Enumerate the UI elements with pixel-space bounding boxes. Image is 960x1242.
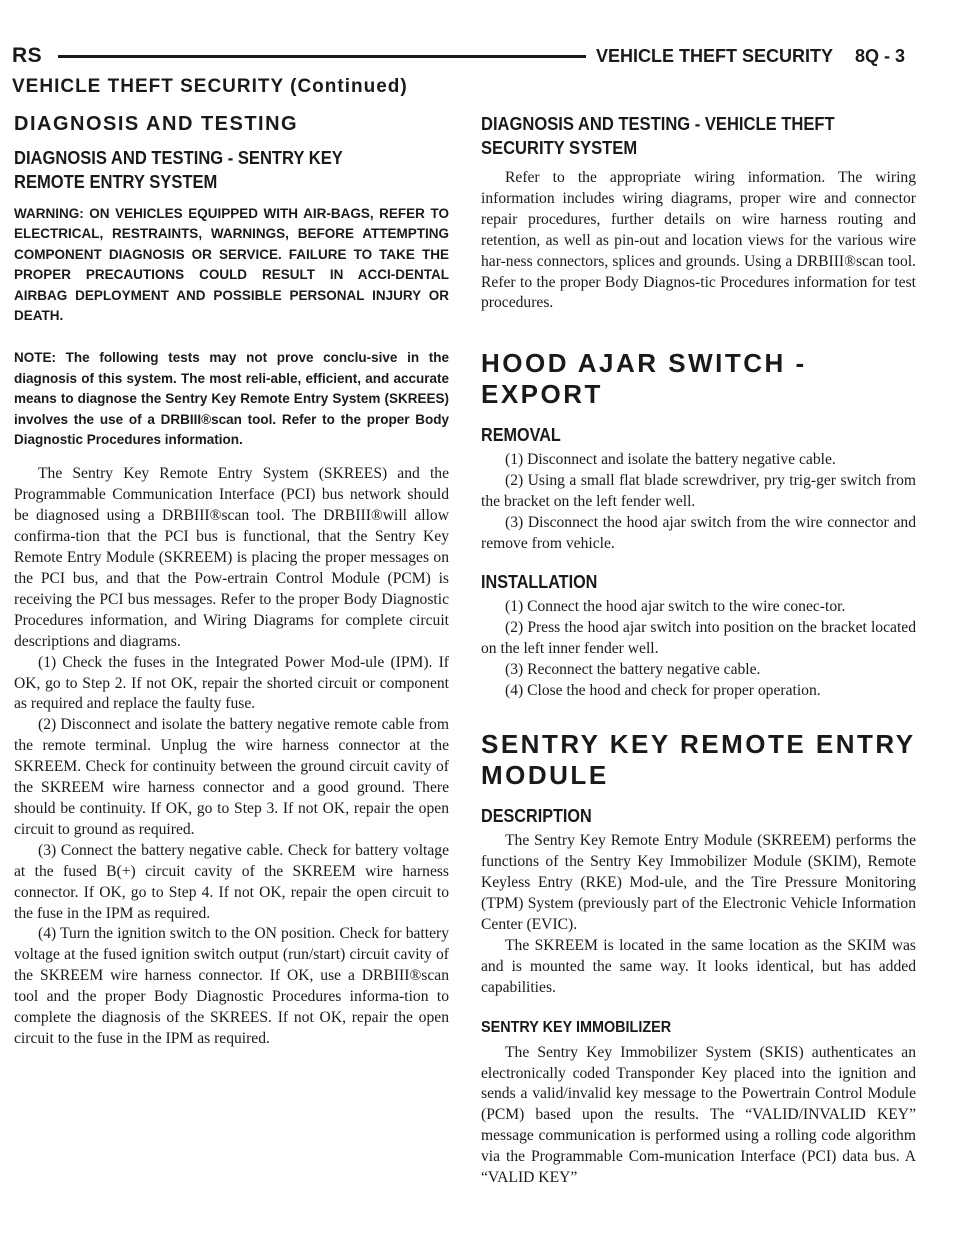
warning-text: WARNING: ON VEHICLES EQUIPPED WITH AIR-BAGS, REFER TO ELECTRICAL, RESTRAINTS, WARNINGS, BEFORE ATTEMPTING COMPONENT DIAGNOSIS OR SERVICE. FAILURE TO TAKE THE PROPER PRECAUTIONS COULD RESULT IN ACCI-DENTAL AIRBAG DEPLOYMENT AND POSSIBLE PERSONAL INJURY OR DEATH.	[14, 206, 449, 324]
description-paragraph-2: The SKREEM is located in the same location as the SKIM was and is mounted the same way. It looks identical, but has added capabilities.	[481, 936, 916, 996]
left-column	[14, 108, 449, 1050]
paragraph: The Sentry Key Remote Entry System (SKREES) and the Programmable Communication Interface (PCI) bus network should be diagnosed using a DRBIII®scan tool. The DRBIII®will allow confirma-tion that the PCI bus is functional, that the Sentry Key Remote Entry Module (SKREEM) is placing the proper messages on the PCI bus, and that the Pow-ertrain Control Module (PCM) is receiving the PCI bus messages. Refer to the proper Body Diagnostic Procedures information, and Wiring Diagrams for complete circuit descriptions and diagrams.	[14, 465, 449, 650]
heading-hood-ajar: HOOD AJAR SWITCH - EXPORT	[481, 348, 807, 410]
heading-skreem: SENTRY KEY REMOTE ENTRY MODULE	[481, 729, 916, 791]
removal-step-2: (2) Using a small flat blade screwdriver, pry trig-ger switch from the bracket on the left fender well.	[481, 472, 916, 511]
right-column	[481, 108, 916, 1189]
heading-installation: INSTALLATION	[481, 571, 598, 592]
header-page-number: 8Q - 3	[855, 46, 906, 66]
continued-title: VEHICLE THEFT SECURITY (Continued)	[12, 76, 408, 97]
header-section	[596, 46, 905, 67]
step-2: (2) Disconnect and isolate the battery negative remote cable from the remote terminal. Unplug the wire harness connector at the SKREEM. Check for continuity between the ground circuit cavity of the SKREEM wire harness connector and a good ground. There should be continuity. If OK, go to Step 3. If not OK, repair the open circuit to ground as required.	[14, 716, 449, 838]
installation-step-3: (3) Reconnect the battery negative cable.	[505, 660, 761, 678]
heading-vts-diagnosis: DIAGNOSIS AND TESTING - VEHICLE THEFT SECURITY SYSTEM	[481, 114, 835, 158]
heading-removal: REMOVAL	[481, 425, 561, 446]
step-1: (1) Check the fuses in the Integrated Power Mod-ule (IPM). If OK, go to Step 2. If not OK, repair the shorted circuit or component as required and replace the faulty fuse.	[14, 653, 449, 713]
installation-step-2: (2) Press the hood ajar switch into position on the bracket located on the left inner fender well.	[481, 618, 916, 657]
heading-description: DESCRIPTION	[481, 806, 592, 827]
note-text: NOTE: The following tests may not prove conclu-sive in the diagnosis of this system. The most reli-able, efficient, and accurate means to diagnose the Sentry Key Remote Entry System (SKREES) involves the use of a DRBIII®scan tool. Refer to the proper Body Diagnostic Procedures information.	[14, 350, 449, 448]
step-3: (3) Connect the battery negative cable. Check for battery voltage at the fused B(+) circuit cavity of the SKREEM wire harness connector. If OK, go to Step 4. If not OK, repair the open circuit to the fuse in the IPM as required.	[14, 841, 449, 922]
installation-step-4: (4) Close the hood and check for proper operation.	[505, 681, 821, 699]
heading-diagnosis: DIAGNOSIS AND TESTING	[14, 113, 299, 135]
header-rule	[58, 55, 586, 58]
header-section-title: VEHICLE THEFT SECURITY	[596, 46, 834, 66]
heading-immobilizer: SENTRY KEY IMMOBILIZER	[481, 1018, 672, 1036]
removal-step-3: (3) Disconnect the hood ajar switch from the wire connector and remove from vehicle.	[481, 514, 916, 552]
heading-sentry-key: DIAGNOSIS AND TESTING - SENTRY KEY REMOTE ENTRY SYSTEM	[14, 148, 343, 192]
vts-paragraph: Refer to the appropriate wiring information. The wiring information includes wiring diagrams, proper wire and connector repair procedures, further details on wire harness routing and retention, as well as pin-out and location views for the various wire har-ness connectors, splices and grounds. Using a DRBIII®scan tool. Refer to the proper Body Diagnos-tic Procedures information for test procedures.	[481, 169, 916, 312]
installation-step-1: (1) Connect the hood ajar switch to the wire conec-tor.	[505, 597, 846, 615]
immobilizer-paragraph: The Sentry Key Immobilizer System (SKIS) authenticates an electronically coded Transponder Key placed into the ignition and sends a valid/invalid key message to the Powertrain Control Module (PCM) based upon the results. The “VALID/INVALID KEY” message communication is performed using a rolling code algorithm via the Programmable Com-munication Interface (PCI) data bus. A “VALID KEY”	[481, 1043, 916, 1187]
header-model-code: RS	[12, 44, 43, 67]
removal-step-1: (1) Disconnect and isolate the battery negative cable.	[505, 451, 836, 469]
step-4: (4) Turn the ignition switch to the ON position. Check for battery voltage at the fused ignition switch output (run/start) circuit cavity of the SKREEM wire harness connector. If OK, use a DRBIII®scan tool and the proper Body Diagnostic Procedures informa-tion to complete the diagnosis of the SKREES. If not OK, repair the open circuit to the fuse in the IPM as required.	[14, 925, 449, 1047]
description-paragraph-1: The Sentry Key Remote Entry Module (SKREEM) performs the functions of the Sentry Key Immobilizer Module (SKIM), Remote Keyless Entry (RKE) Mod-ule, and the Tire Pressure Monitoring (TPM) System (previously part of the Electronic Vehicle Information Center (EVIC).	[481, 832, 916, 934]
